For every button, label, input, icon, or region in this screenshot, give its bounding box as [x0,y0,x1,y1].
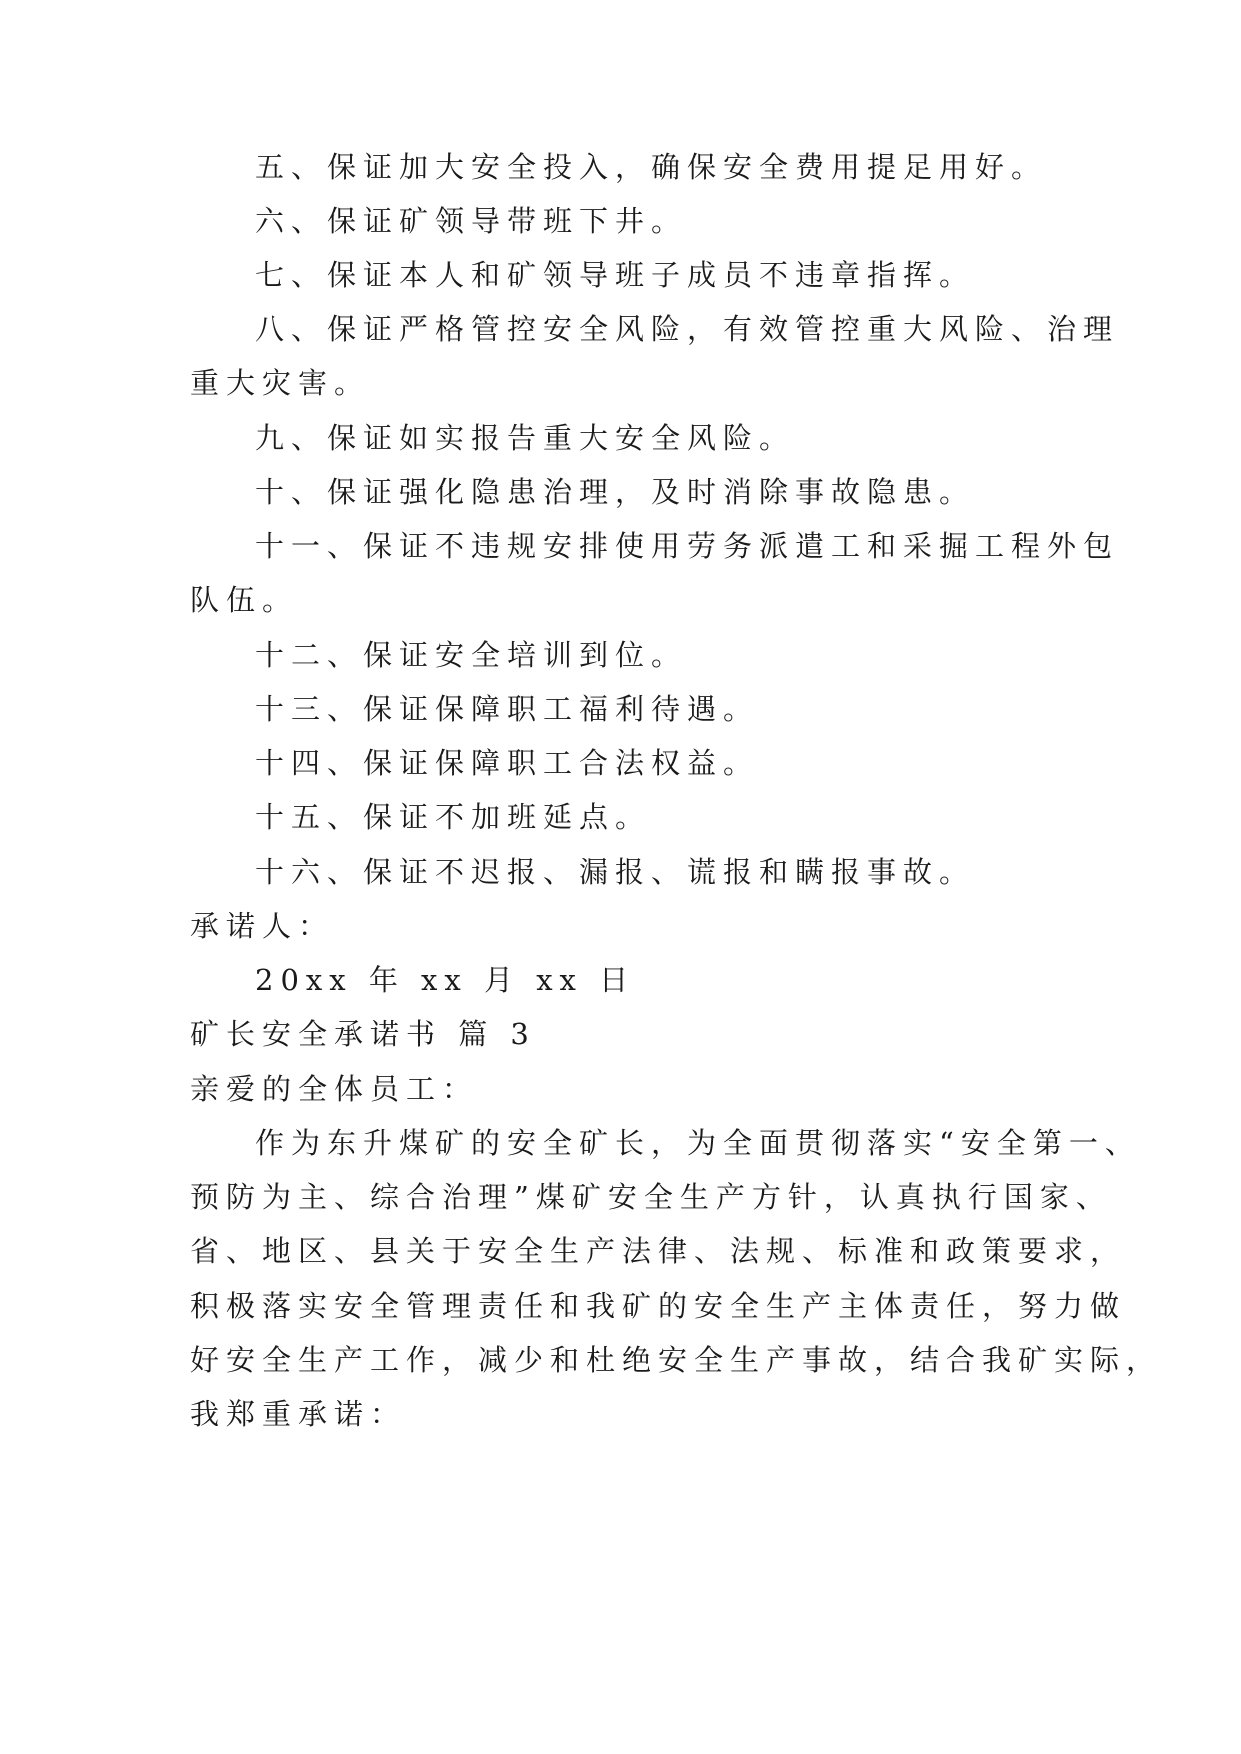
item-5: 五、保证加大安全投入，确保安全费用提足用好。 [255,150,1048,184]
body-line: 积极落实安全管理责任和我矿的安全生产主体责任，努力做 [190,1289,1127,1323]
date-line: 20xx 年 xx 月 xx 日 [255,963,636,997]
body-line: 好安全生产工作，减少和杜绝安全生产事故，结合我矿实际， [190,1343,1163,1377]
body-line: 省、地区、县关于安全生产法律、法规、标准和政策要求， [190,1234,1127,1268]
item-7: 七、保证本人和矿领导班子成员不违章指挥。 [255,258,976,292]
body-line: 预防为主、综合治理”煤矿安全生产方针，认真执行国家、 [190,1180,1112,1214]
item-11-continued: 队伍。 [190,583,299,617]
promisor-label: 承诺人： [190,909,335,943]
item-9: 九、保证如实报告重大安全风险。 [255,421,796,455]
item-8: 八、保证严格管控安全风险，有效管控重大风险、治理 [255,312,1120,346]
item-10: 十、保证强化隐患治理，及时消除事故隐患。 [255,475,976,509]
item-16: 十六、保证不迟报、漏报、谎报和瞒报事故。 [255,855,976,889]
item-8-continued: 重大灾害。 [190,366,371,400]
body-line: 作为东升煤矿的安全矿长，为全面贯彻落实“安全第一、 [255,1126,1141,1160]
body-line: 我郑重承诺： [190,1397,407,1431]
item-12: 十二、保证安全培训到位。 [255,638,688,672]
item-15: 十五、保证不加班延点。 [255,800,652,834]
section-title: 矿长安全承诺书 篇 3 [190,1017,536,1051]
item-13: 十三、保证保障职工福利待遇。 [255,692,760,726]
salutation: 亲爱的全体员工： [190,1072,479,1106]
item-6: 六、保证矿领导带班下井。 [255,204,688,238]
item-11: 十一、保证不违规安排使用劳务派遣工和采掘工程外包 [255,529,1120,563]
item-14: 十四、保证保障职工合法权益。 [255,746,760,780]
